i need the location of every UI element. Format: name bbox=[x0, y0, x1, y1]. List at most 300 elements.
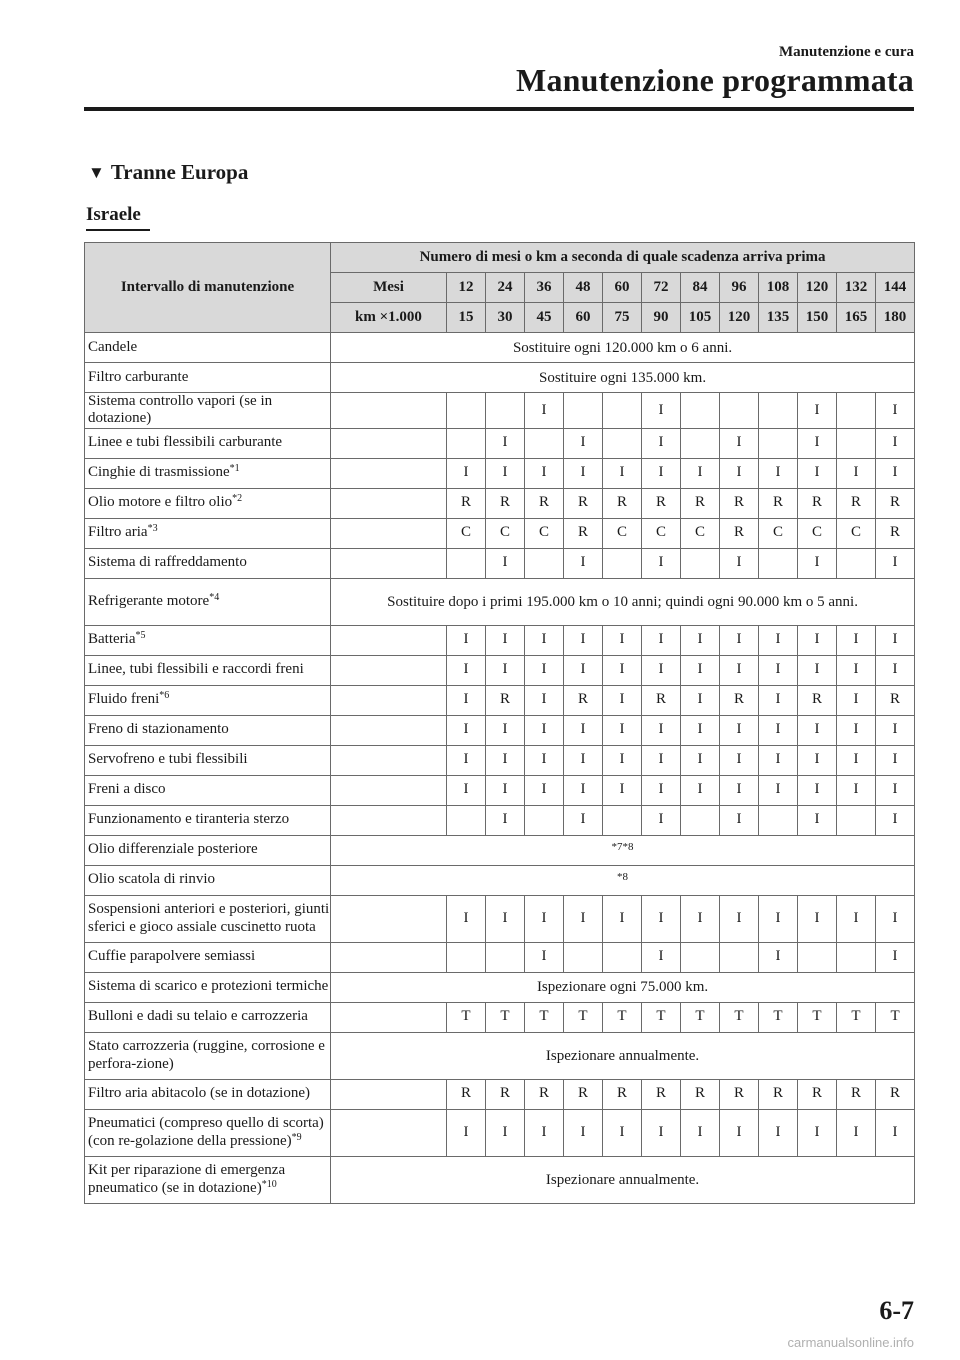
schedule-cell: I bbox=[720, 458, 759, 488]
table-row bbox=[85, 518, 915, 548]
schedule-cell: C bbox=[759, 518, 798, 548]
schedule-cell: I bbox=[564, 625, 603, 655]
item-name: Pneumatici (compreso quello di scorta) (con re-golazione della pressione) bbox=[88, 1115, 324, 1149]
schedule-cell: T bbox=[837, 1002, 876, 1032]
footnote-ref: *6 bbox=[159, 690, 170, 702]
schedule-cell: I bbox=[486, 1109, 525, 1156]
item-name-cell bbox=[85, 775, 331, 805]
schedule-cell bbox=[837, 548, 876, 578]
schedule-cell: I bbox=[486, 548, 525, 578]
schedule-cell bbox=[837, 428, 876, 458]
schedule-cell: I bbox=[681, 655, 720, 685]
schedule-cell: I bbox=[486, 428, 525, 458]
schedule-cell: R bbox=[798, 1079, 837, 1109]
blank-cell bbox=[331, 518, 447, 548]
schedule-cell bbox=[447, 428, 486, 458]
schedule-cell: I bbox=[798, 715, 837, 745]
schedule-cell bbox=[525, 428, 564, 458]
schedule-note: Ispezionare ogni 75.000 km. bbox=[331, 972, 915, 1002]
schedule-cell: R bbox=[486, 488, 525, 518]
schedule-cell: I bbox=[603, 655, 642, 685]
months-label: Mesi bbox=[331, 273, 447, 303]
schedule-cell: C bbox=[447, 518, 486, 548]
item-name: Candele bbox=[88, 338, 138, 355]
schedule-header: Numero di mesi o km a seconda di quale scadenza arriva prima bbox=[331, 243, 915, 273]
table-row bbox=[85, 972, 915, 1002]
item-name: Sospensioni anteriori e posteriori, giunti sferici e gioco assiale cuscinetto ruota bbox=[88, 901, 330, 935]
month-cell: 36 bbox=[525, 273, 564, 303]
schedule-cell: R bbox=[525, 488, 564, 518]
schedule-cell: T bbox=[564, 1002, 603, 1032]
schedule-cell: R bbox=[876, 1079, 915, 1109]
schedule-cell: I bbox=[720, 655, 759, 685]
schedule-cell: R bbox=[720, 1079, 759, 1109]
blank-cell bbox=[331, 428, 447, 458]
schedule-cell: I bbox=[837, 775, 876, 805]
schedule-cell: R bbox=[837, 488, 876, 518]
schedule-cell: I bbox=[720, 428, 759, 458]
schedule-cell: I bbox=[486, 458, 525, 488]
schedule-cell: R bbox=[876, 685, 915, 715]
schedule-cell: I bbox=[525, 685, 564, 715]
schedule-cell: I bbox=[642, 745, 681, 775]
schedule-cell: I bbox=[642, 428, 681, 458]
schedule-cell: I bbox=[759, 685, 798, 715]
km-cell: 150 bbox=[798, 303, 837, 333]
schedule-cell: R bbox=[720, 685, 759, 715]
schedule-cell: R bbox=[564, 518, 603, 548]
footnote-ref: *9 bbox=[291, 1131, 302, 1143]
schedule-cell: I bbox=[525, 1109, 564, 1156]
schedule-cell: I bbox=[876, 393, 915, 429]
schedule-cell: R bbox=[642, 1079, 681, 1109]
schedule-cell: I bbox=[876, 548, 915, 578]
table-row bbox=[85, 1002, 915, 1032]
schedule-cell: I bbox=[642, 1109, 681, 1156]
header-section: Manutenzione e cura bbox=[779, 44, 914, 60]
schedule-cell: I bbox=[759, 458, 798, 488]
item-name: Olio scatola di rinvio bbox=[88, 871, 216, 888]
schedule-cell: I bbox=[876, 805, 915, 835]
item-name-cell bbox=[85, 578, 331, 625]
schedule-cell: I bbox=[837, 895, 876, 942]
schedule-cell bbox=[447, 942, 486, 972]
schedule-cell: I bbox=[837, 1109, 876, 1156]
schedule-cell: I bbox=[837, 685, 876, 715]
schedule-cell: I bbox=[681, 775, 720, 805]
schedule-cell: I bbox=[525, 775, 564, 805]
schedule-cell bbox=[837, 805, 876, 835]
blank-cell bbox=[331, 745, 447, 775]
km-cell: 165 bbox=[837, 303, 876, 333]
schedule-cell: I bbox=[642, 895, 681, 942]
schedule-cell: I bbox=[759, 745, 798, 775]
schedule-note: Sostituire ogni 135.000 km. bbox=[331, 363, 915, 393]
schedule-cell: I bbox=[642, 715, 681, 745]
schedule-cell: I bbox=[564, 458, 603, 488]
watermark: carmanualsonline.info bbox=[787, 1335, 914, 1350]
schedule-cell: R bbox=[447, 488, 486, 518]
schedule-cell: I bbox=[837, 745, 876, 775]
schedule-cell: R bbox=[876, 488, 915, 518]
page-title: Manutenzione programmata bbox=[516, 62, 914, 98]
schedule-cell: I bbox=[447, 625, 486, 655]
schedule-cell bbox=[447, 393, 486, 429]
schedule-cell: I bbox=[798, 745, 837, 775]
schedule-cell: I bbox=[798, 655, 837, 685]
schedule-cell: I bbox=[642, 625, 681, 655]
table-row bbox=[85, 1156, 915, 1203]
schedule-cell: I bbox=[720, 548, 759, 578]
item-name-cell bbox=[85, 548, 331, 578]
item-name-cell bbox=[85, 458, 331, 488]
schedule-cell: I bbox=[798, 428, 837, 458]
schedule-cell bbox=[759, 548, 798, 578]
footnote-ref: *4 bbox=[209, 591, 220, 603]
schedule-cell: I bbox=[798, 548, 837, 578]
schedule-cell: I bbox=[681, 625, 720, 655]
schedule-cell: I bbox=[720, 715, 759, 745]
table-row bbox=[85, 865, 915, 895]
month-cell: 96 bbox=[720, 273, 759, 303]
schedule-cell: I bbox=[603, 625, 642, 655]
schedule-cell: I bbox=[837, 715, 876, 745]
item-name: Olio differenziale posteriore bbox=[88, 841, 258, 858]
schedule-cell: I bbox=[603, 895, 642, 942]
schedule-cell bbox=[681, 393, 720, 429]
item-name: Freno di stazionamento bbox=[88, 721, 229, 738]
schedule-cell bbox=[759, 428, 798, 458]
table-row bbox=[85, 578, 915, 625]
schedule-cell: I bbox=[486, 655, 525, 685]
schedule-cell bbox=[603, 548, 642, 578]
blank-cell bbox=[331, 625, 447, 655]
schedule-cell: I bbox=[681, 1109, 720, 1156]
schedule-cell: I bbox=[759, 715, 798, 745]
item-name: Cuffie parapolvere semiassi bbox=[88, 948, 256, 965]
table-row bbox=[85, 1032, 915, 1079]
item-name: Fluido freni bbox=[88, 691, 160, 708]
month-cell: 48 bbox=[564, 273, 603, 303]
page-number: 6-7 bbox=[879, 1296, 914, 1325]
schedule-cell: I bbox=[564, 655, 603, 685]
blank-cell bbox=[331, 548, 447, 578]
schedule-cell: I bbox=[447, 775, 486, 805]
schedule-cell: R bbox=[564, 488, 603, 518]
schedule-cell: I bbox=[681, 458, 720, 488]
table-row bbox=[85, 655, 915, 685]
blank-cell bbox=[331, 655, 447, 685]
schedule-cell: C bbox=[642, 518, 681, 548]
item-name-cell bbox=[85, 972, 331, 1002]
blank-cell bbox=[331, 1079, 447, 1109]
schedule-cell: I bbox=[564, 715, 603, 745]
item-name: Filtro carburante bbox=[88, 368, 189, 385]
item-name: Olio motore e filtro olio bbox=[88, 494, 233, 511]
schedule-cell: I bbox=[759, 1109, 798, 1156]
schedule-cell: R bbox=[603, 1079, 642, 1109]
schedule-cell: I bbox=[603, 775, 642, 805]
schedule-cell: R bbox=[759, 488, 798, 518]
schedule-cell: I bbox=[720, 805, 759, 835]
schedule-cell: I bbox=[642, 775, 681, 805]
blank-cell bbox=[331, 685, 447, 715]
schedule-cell: I bbox=[720, 1109, 759, 1156]
schedule-cell bbox=[564, 393, 603, 429]
schedule-cell: I bbox=[720, 775, 759, 805]
schedule-cell: I bbox=[447, 458, 486, 488]
table-row bbox=[85, 488, 915, 518]
schedule-cell: I bbox=[876, 1109, 915, 1156]
item-name: Cinghie di trasmissione bbox=[88, 464, 230, 481]
schedule-cell: I bbox=[798, 458, 837, 488]
blank-cell bbox=[331, 715, 447, 745]
schedule-cell bbox=[603, 428, 642, 458]
item-name: Kit per riparazione di emergenza pneumatico (se in dotazione) bbox=[88, 1162, 286, 1196]
schedule-cell bbox=[447, 548, 486, 578]
schedule-cell: I bbox=[447, 715, 486, 745]
schedule-cell: R bbox=[876, 518, 915, 548]
schedule-cell: I bbox=[603, 715, 642, 745]
item-name-cell bbox=[85, 835, 331, 865]
subsection-heading: Israele bbox=[86, 204, 141, 225]
table-row bbox=[85, 1079, 915, 1109]
item-name-cell bbox=[85, 1002, 331, 1032]
schedule-cell: I bbox=[798, 775, 837, 805]
schedule-cell: R bbox=[720, 488, 759, 518]
schedule-cell: T bbox=[876, 1002, 915, 1032]
schedule-cell: R bbox=[486, 685, 525, 715]
schedule-cell: I bbox=[759, 625, 798, 655]
km-cell: 75 bbox=[603, 303, 642, 333]
item-name-cell bbox=[85, 655, 331, 685]
schedule-cell: I bbox=[603, 458, 642, 488]
schedule-cell: I bbox=[486, 745, 525, 775]
schedule-cell: I bbox=[876, 715, 915, 745]
item-name: Refrigerante motore bbox=[88, 592, 210, 609]
down-triangle-icon: ▼ bbox=[88, 163, 105, 182]
item-name-cell bbox=[85, 942, 331, 972]
schedule-cell: I bbox=[564, 895, 603, 942]
km-cell: 30 bbox=[486, 303, 525, 333]
item-name-cell bbox=[85, 488, 331, 518]
footnote-ref: *2 bbox=[232, 493, 243, 505]
schedule-cell: I bbox=[681, 745, 720, 775]
schedule-cell: I bbox=[486, 625, 525, 655]
footnote-ref: *3 bbox=[147, 523, 158, 535]
table-row bbox=[85, 625, 915, 655]
schedule-cell bbox=[759, 393, 798, 429]
schedule-cell: I bbox=[525, 458, 564, 488]
month-cell: 12 bbox=[447, 273, 486, 303]
schedule-cell: I bbox=[486, 775, 525, 805]
header-divider bbox=[84, 107, 914, 111]
section-heading bbox=[88, 160, 248, 185]
schedule-cell bbox=[681, 548, 720, 578]
schedule-cell: I bbox=[681, 895, 720, 942]
schedule-cell: I bbox=[876, 895, 915, 942]
schedule-cell bbox=[720, 942, 759, 972]
item-name: Filtro aria bbox=[88, 524, 148, 541]
schedule-cell: T bbox=[603, 1002, 642, 1032]
item-name-cell bbox=[85, 745, 331, 775]
month-cell: 144 bbox=[876, 273, 915, 303]
schedule-cell: I bbox=[642, 805, 681, 835]
footnote-ref: *5 bbox=[135, 630, 146, 642]
table-row bbox=[85, 1109, 915, 1156]
maintenance-table-body bbox=[85, 333, 915, 1204]
month-cell: 120 bbox=[798, 273, 837, 303]
table-row bbox=[85, 458, 915, 488]
schedule-cell: I bbox=[525, 393, 564, 429]
schedule-cell: R bbox=[798, 685, 837, 715]
schedule-cell bbox=[759, 805, 798, 835]
schedule-cell bbox=[564, 942, 603, 972]
month-cell: 108 bbox=[759, 273, 798, 303]
schedule-cell bbox=[681, 805, 720, 835]
item-name-cell bbox=[85, 518, 331, 548]
schedule-cell: C bbox=[798, 518, 837, 548]
schedule-cell bbox=[720, 393, 759, 429]
item-name: Sistema di scarico e protezioni termiche bbox=[88, 978, 329, 995]
footnote-ref: *8 bbox=[617, 870, 629, 883]
schedule-cell: I bbox=[759, 775, 798, 805]
schedule-note bbox=[331, 865, 915, 895]
schedule-cell: I bbox=[603, 1109, 642, 1156]
km-cell: 90 bbox=[642, 303, 681, 333]
schedule-cell: I bbox=[876, 428, 915, 458]
blank-cell bbox=[331, 458, 447, 488]
blank-cell bbox=[331, 775, 447, 805]
schedule-cell bbox=[603, 393, 642, 429]
schedule-cell: R bbox=[447, 1079, 486, 1109]
schedule-cell: T bbox=[525, 1002, 564, 1032]
schedule-cell: I bbox=[798, 805, 837, 835]
schedule-cell: I bbox=[564, 548, 603, 578]
km-cell: 15 bbox=[447, 303, 486, 333]
item-name: Linee, tubi flessibili e raccordi freni bbox=[88, 661, 304, 678]
item-name: Linee e tubi flessibili carburante bbox=[88, 434, 283, 451]
footnote-ref: *1 bbox=[229, 463, 240, 475]
table-row bbox=[85, 835, 915, 865]
schedule-cell: R bbox=[681, 1079, 720, 1109]
schedule-cell: R bbox=[642, 685, 681, 715]
schedule-cell: I bbox=[564, 428, 603, 458]
maintenance-table bbox=[84, 242, 915, 1204]
schedule-cell: I bbox=[759, 655, 798, 685]
schedule-cell: I bbox=[447, 685, 486, 715]
schedule-cell bbox=[486, 942, 525, 972]
schedule-cell: I bbox=[564, 805, 603, 835]
schedule-cell: I bbox=[447, 745, 486, 775]
item-name: Filtro aria abitacolo (se in dotazione) bbox=[88, 1085, 311, 1102]
month-cell: 24 bbox=[486, 273, 525, 303]
item-name-cell bbox=[85, 715, 331, 745]
month-cell: 60 bbox=[603, 273, 642, 303]
schedule-cell bbox=[525, 805, 564, 835]
footnote-ref: *10 bbox=[261, 1178, 277, 1190]
schedule-cell: I bbox=[798, 625, 837, 655]
table-row bbox=[85, 715, 915, 745]
blank-cell bbox=[331, 1002, 447, 1032]
item-name-cell bbox=[85, 895, 331, 942]
schedule-cell: T bbox=[759, 1002, 798, 1032]
item-name-cell bbox=[85, 1079, 331, 1109]
table-row bbox=[85, 333, 915, 363]
schedule-cell: I bbox=[876, 655, 915, 685]
schedule-cell bbox=[486, 393, 525, 429]
table-header-row bbox=[85, 243, 915, 273]
item-name: Servofreno e tubi flessibili bbox=[88, 751, 248, 768]
item-name-cell bbox=[85, 333, 331, 363]
schedule-cell: I bbox=[447, 1109, 486, 1156]
item-name: Sistema di raffreddamento bbox=[88, 554, 247, 571]
km-cell: 135 bbox=[759, 303, 798, 333]
km-cell: 60 bbox=[564, 303, 603, 333]
km-cell: 120 bbox=[720, 303, 759, 333]
schedule-cell: I bbox=[642, 942, 681, 972]
schedule-cell: I bbox=[525, 745, 564, 775]
schedule-cell: C bbox=[681, 518, 720, 548]
schedule-cell: T bbox=[447, 1002, 486, 1032]
schedule-cell bbox=[681, 942, 720, 972]
subsection-underline bbox=[86, 229, 150, 231]
item-name: Freni a disco bbox=[88, 781, 166, 798]
blank-cell bbox=[331, 895, 447, 942]
table-row bbox=[85, 548, 915, 578]
schedule-cell: C bbox=[486, 518, 525, 548]
schedule-cell: I bbox=[642, 458, 681, 488]
schedule-cell: I bbox=[720, 895, 759, 942]
schedule-cell: I bbox=[603, 685, 642, 715]
schedule-cell: I bbox=[564, 1109, 603, 1156]
schedule-cell: I bbox=[642, 393, 681, 429]
schedule-cell: R bbox=[720, 518, 759, 548]
table-row bbox=[85, 942, 915, 972]
item-name: Batteria bbox=[88, 631, 136, 648]
schedule-cell: I bbox=[876, 625, 915, 655]
schedule-cell: I bbox=[681, 715, 720, 745]
month-cell: 132 bbox=[837, 273, 876, 303]
schedule-cell: I bbox=[876, 458, 915, 488]
item-name-cell bbox=[85, 393, 331, 429]
schedule-cell: I bbox=[642, 548, 681, 578]
blank-cell bbox=[331, 942, 447, 972]
schedule-cell: C bbox=[837, 518, 876, 548]
schedule-cell: I bbox=[720, 625, 759, 655]
item-name-cell bbox=[85, 1156, 331, 1203]
table-row bbox=[85, 805, 915, 835]
table-row bbox=[85, 775, 915, 805]
schedule-cell: I bbox=[798, 1109, 837, 1156]
schedule-cell: R bbox=[525, 1079, 564, 1109]
schedule-cell bbox=[798, 942, 837, 972]
footnote-ref: *7*8 bbox=[611, 840, 634, 853]
schedule-cell bbox=[837, 942, 876, 972]
schedule-cell: C bbox=[525, 518, 564, 548]
schedule-cell bbox=[603, 942, 642, 972]
month-cell: 72 bbox=[642, 273, 681, 303]
schedule-cell: R bbox=[486, 1079, 525, 1109]
item-name-cell bbox=[85, 1032, 331, 1079]
schedule-cell: I bbox=[642, 655, 681, 685]
schedule-cell: I bbox=[603, 745, 642, 775]
schedule-cell: I bbox=[798, 895, 837, 942]
item-name-cell bbox=[85, 865, 331, 895]
schedule-cell: I bbox=[837, 625, 876, 655]
table-row bbox=[85, 363, 915, 393]
schedule-cell: R bbox=[564, 1079, 603, 1109]
